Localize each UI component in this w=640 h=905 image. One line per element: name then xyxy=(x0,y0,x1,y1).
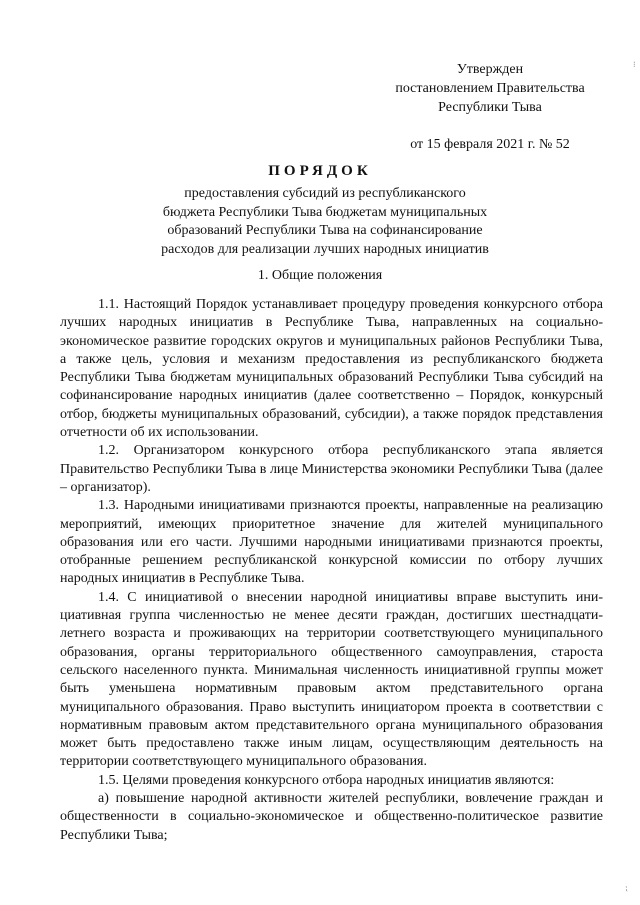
paragraph: а) повышение народной активности жителей республики, вовлечение граждан и общественности в социально-экономическое и общественно-политическое развитие Республики Тыва; xyxy=(60,791,603,843)
document-subtitle xyxy=(130,185,520,259)
scan-artifact-icon: ⁝ xyxy=(633,60,636,69)
approval-line: Утвержден xyxy=(456,62,524,77)
paragraph: 1.2. Организатором конкурсного отбора республиканского этапа является Правительство Республики Тыва в лице Министерства экономики Республики Тыва (далее – организатор). xyxy=(60,443,603,495)
approval-line: постановлением Правительства xyxy=(395,81,585,96)
section-heading: 1. Общие положения xyxy=(257,268,383,283)
approval-block xyxy=(360,60,620,154)
paragraph: 1.1. Настоящий Порядок устанавливает процедуру проведения конкурсного отбора лучших народных инициатив в Республике Тыва, направленных на социально-экономическое развитие городских округов и муниципальных районов Республики Тыва, а также цель, условия и механизм предоставления из республиканского бюджета Республики Тыва бюджетам муниципальных образований Республики Тыва субсидий на софинансирование народных инициатив (далее соответственно – Порядок, конкурсный отбор, бюджеты муниципальных образований, субсидии), а также порядок представления отчетности об их использовании. xyxy=(60,297,603,441)
approval-date: от 15 февраля 2021 г. № 52 xyxy=(410,137,570,152)
document-body xyxy=(60,296,603,845)
subtitle-line: образований Республики Тыва на софинансирование xyxy=(167,223,483,238)
approval-line: Республики Тыва xyxy=(438,100,542,115)
document-title: ПОРЯДОК xyxy=(268,163,372,179)
paragraph: 1.4. С инициативой о внесении народной инициативы вправе выступить инициативная группа численностью не менее десяти граждан, достигших шестнадцатилетнего возраста и проживающих на территории соответствующего муниципального образования, органы территориального общественного самоуправления, староста сельского населенного пункта. Минимальная численность инициативной группы может быть уменьшена нормативным правовым актом представительного органа муниципального образования. Право выступить инициатором проекта в соответствии с нормативным правовым актом представительного органа муниципального образования может быть предоставлено также иным лицам, осуществляющим деятельность на территории соответствующего муниципального образования. xyxy=(60,589,603,770)
paragraph: 1.5. Целями проведения конкурсного отбора народных инициатив являются: xyxy=(98,772,555,788)
subtitle-line: расходов для реализации лучших народных инициатив xyxy=(161,241,489,257)
scan-artifact-icon: ⁏ xyxy=(625,883,628,892)
subtitle-line: бюджета Республики Тыва бюджетам муниципальных xyxy=(162,204,488,220)
subtitle-line: предоставления субсидий из республиканского xyxy=(184,186,466,201)
paragraph: 1.3. Народными инициативами признаются проекты, направленные на реализацию мероприятий, имеющих приоритетное значение для жителей муниципального образования или его части. Лучшими народными инициативами признаются проекты, отобранные решением республиканской конкурсной комиссии по отбору лучших народных инициатив в Республике Тыва. xyxy=(60,498,603,587)
